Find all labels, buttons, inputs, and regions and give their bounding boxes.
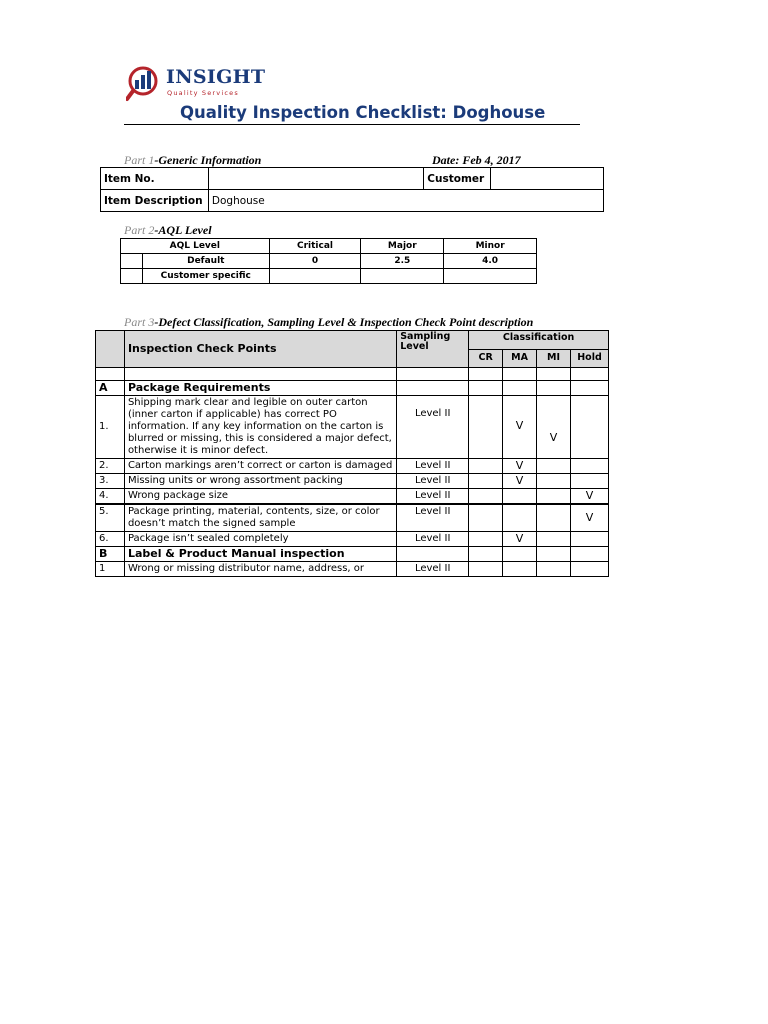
aql-checkbox-default[interactable]	[121, 254, 143, 269]
customer-field[interactable]	[491, 168, 604, 190]
generic-info-table	[100, 167, 604, 212]
item-level: Level II	[397, 532, 469, 547]
table-row	[121, 239, 537, 254]
mark-hold[interactable]	[570, 474, 608, 489]
mark-mi[interactable]	[537, 562, 571, 577]
header-mi: MI	[537, 349, 571, 368]
aql-row-name: Customer specific	[142, 269, 269, 284]
aql-critical-value: 0	[269, 254, 361, 269]
mark-hold[interactable]: V	[570, 504, 608, 532]
mark-ma[interactable]	[503, 504, 537, 532]
aql-header-major: Major	[361, 239, 444, 254]
aql-header-level: AQL Level	[121, 239, 270, 254]
mark-ma[interactable]	[503, 489, 537, 505]
spacer-row	[96, 368, 609, 381]
section-row	[96, 547, 609, 562]
mark-mi[interactable]: V	[537, 396, 571, 459]
section-title: Label & Product Manual inspection	[124, 547, 396, 562]
mark-cr[interactable]	[469, 504, 503, 532]
aql-header-minor: Minor	[444, 239, 537, 254]
item-no-label: Item No.	[101, 168, 209, 190]
mark-ma[interactable]: V	[503, 459, 537, 474]
item-description-label: Item Description	[101, 190, 209, 212]
title-divider	[124, 124, 580, 125]
aql-major-value: 2.5	[361, 254, 444, 269]
part3-title: -Defect Classification, Sampling Level & Inspection Check Point description	[154, 315, 534, 329]
item-level: Level II	[397, 489, 469, 505]
item-text: Package printing, material, contents, size, or color doesn’t match the signed sample	[124, 504, 396, 532]
table-row	[101, 168, 604, 190]
mark-ma[interactable]: V	[503, 532, 537, 547]
item-text: Carton markings aren’t correct or carton is damaged	[124, 459, 396, 474]
mark-ma[interactable]	[503, 562, 537, 577]
header-blank	[96, 331, 125, 368]
mark-cr[interactable]	[469, 459, 503, 474]
aql-level-table	[120, 238, 537, 284]
logo-magnifier-icon	[126, 64, 166, 104]
table-row	[96, 474, 609, 489]
item-text: Package isn’t sealed completely	[124, 532, 396, 547]
mark-hold[interactable]	[570, 459, 608, 474]
part2-number: Part 2	[124, 223, 155, 237]
part1-title: -Generic Information	[154, 153, 262, 167]
table-header-row	[96, 331, 609, 350]
section-row	[96, 381, 609, 396]
aql-minor-value: 4.0	[444, 254, 537, 269]
mark-mi[interactable]	[537, 474, 571, 489]
item-number: 4.	[96, 489, 125, 505]
item-text: Wrong package size	[124, 489, 396, 505]
mark-mi[interactable]	[537, 489, 571, 505]
part1-number: Part 1	[124, 153, 155, 167]
table-row	[96, 396, 609, 459]
table-row	[96, 489, 609, 505]
mark-ma[interactable]: V	[503, 396, 537, 459]
item-number: 1	[96, 562, 125, 577]
item-text: Wrong or missing distributor name, address, or	[124, 562, 396, 577]
section-title: Package Requirements	[124, 381, 396, 396]
table-row	[96, 562, 609, 577]
table-row	[96, 504, 609, 532]
item-level: Level II	[397, 504, 469, 532]
page-title: Quality Inspection Checklist: Doghouse	[180, 103, 546, 122]
inspection-date: Date: Feb 4, 2017	[432, 153, 521, 167]
item-level: Level II	[397, 562, 469, 577]
mark-cr[interactable]	[469, 396, 503, 459]
part1-label	[124, 153, 261, 168]
header-ma: MA	[503, 349, 537, 368]
item-level: Level II	[397, 474, 469, 489]
part3-label	[124, 315, 533, 330]
aql-critical-field[interactable]	[269, 269, 361, 284]
header-classification: Classification	[469, 331, 609, 350]
item-number: 6.	[96, 532, 125, 547]
aql-checkbox-customer[interactable]	[121, 269, 143, 284]
item-no-field[interactable]	[208, 168, 423, 190]
section-id: B	[96, 547, 125, 562]
mark-ma[interactable]: V	[503, 474, 537, 489]
header-hold: Hold	[570, 349, 608, 368]
mark-cr[interactable]	[469, 562, 503, 577]
header-cr: CR	[469, 349, 503, 368]
table-row	[96, 459, 609, 474]
item-description-field[interactable]: Doghouse	[208, 190, 603, 212]
aql-header-critical: Critical	[269, 239, 361, 254]
item-text: Shipping mark clear and legible on outer carton (inner carton if applicable) has correct PO information. If any key information on the carton is blurred or missing, this is considered a major defect, otherwise it is minor defect.	[124, 396, 396, 459]
table-row	[121, 254, 537, 269]
table-row	[96, 532, 609, 547]
mark-hold[interactable]: V	[570, 489, 608, 505]
company-logo	[126, 64, 266, 104]
mark-hold[interactable]	[570, 532, 608, 547]
table-row	[121, 269, 537, 284]
item-text: Missing units or wrong assortment packing	[124, 474, 396, 489]
logo-wordmark: INSIGHT	[166, 66, 266, 88]
section-id: A	[96, 381, 125, 396]
defect-classification-table	[95, 330, 609, 577]
header-check-points: Inspection Check Points	[124, 331, 396, 368]
mark-mi[interactable]	[537, 532, 571, 547]
item-number: 3.	[96, 474, 125, 489]
item-level: Level II	[397, 459, 469, 474]
mark-cr[interactable]	[469, 489, 503, 505]
item-level: Level II	[397, 396, 469, 459]
part2-title: -AQL Level	[154, 223, 212, 237]
item-number: 1.	[96, 396, 125, 459]
mark-cr[interactable]	[469, 532, 503, 547]
table-row	[101, 190, 604, 212]
mark-cr[interactable]	[469, 474, 503, 489]
header-sampling-level: Sampling Level	[397, 331, 469, 368]
mark-hold[interactable]	[570, 396, 608, 459]
mark-mi[interactable]	[537, 459, 571, 474]
aql-minor-field[interactable]	[444, 269, 537, 284]
part3-number: Part 3	[124, 315, 155, 329]
logo-tagline: Quality Services	[167, 89, 239, 97]
blank-page-area	[0, 597, 768, 1024]
part2-label	[124, 223, 212, 238]
customer-label: Customer	[424, 168, 491, 190]
aql-major-field[interactable]	[361, 269, 444, 284]
mark-mi[interactable]	[537, 504, 571, 532]
mark-hold[interactable]	[570, 562, 608, 577]
item-number: 2.	[96, 459, 125, 474]
aql-row-name: Default	[142, 254, 269, 269]
item-number: 5.	[96, 504, 125, 532]
